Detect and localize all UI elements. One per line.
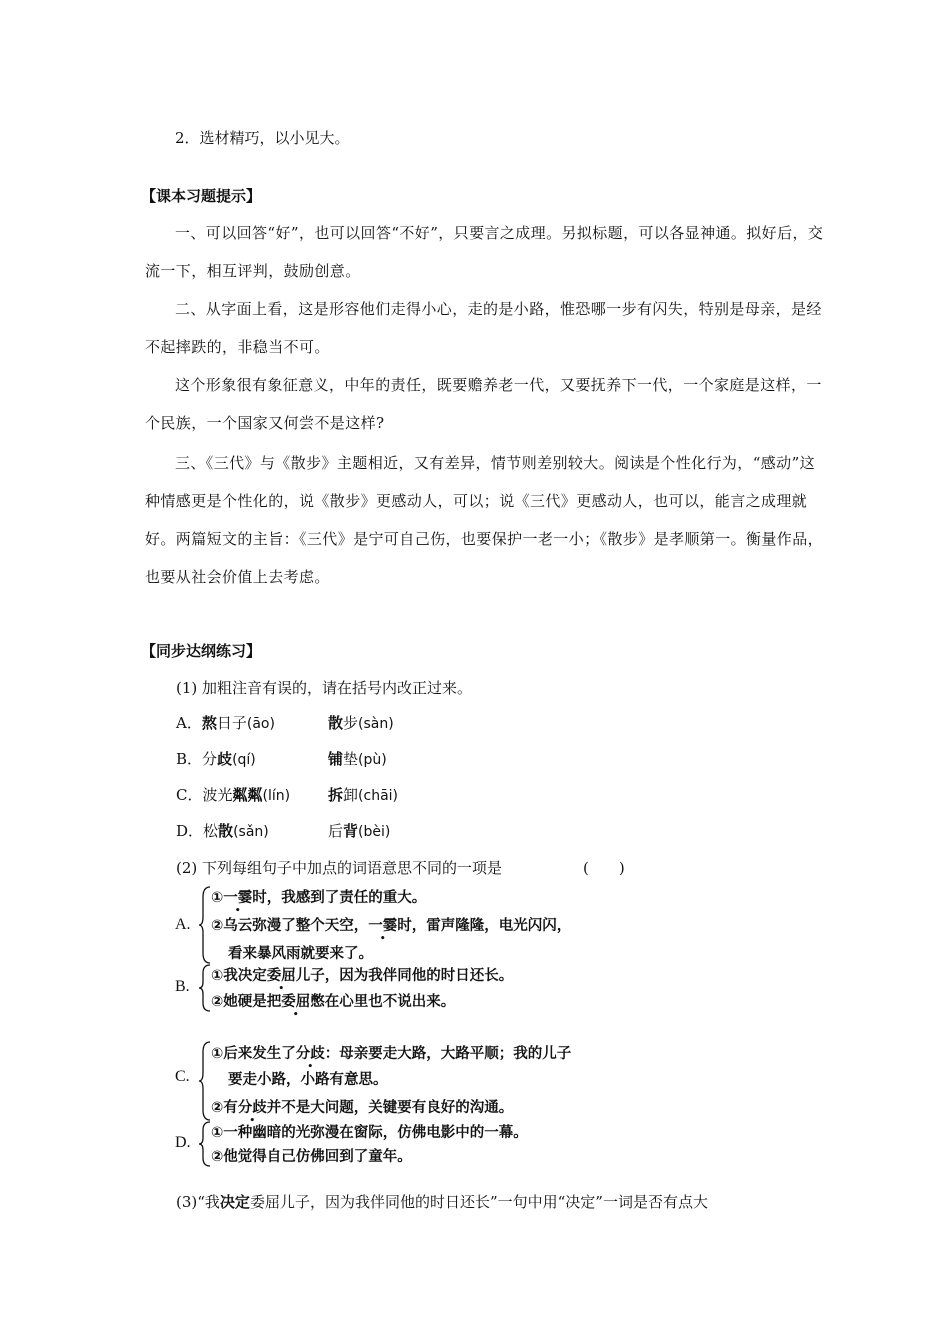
q2-option-d-label: D. [175, 1134, 191, 1151]
q2-a-sentence-1 [211, 886, 426, 907]
sentence-text: ①一种幽暗的光弥漫在窗际， [211, 1125, 398, 1141]
bold-char: 歧 [217, 750, 233, 768]
brace-c [198, 1040, 212, 1122]
q2-option-b-label: B. [175, 978, 190, 995]
pinyin: (lín) [262, 788, 291, 804]
sentence-text: 时，我感到了责任的重大。 [252, 890, 427, 906]
q2-b-sentence-1 [211, 964, 513, 985]
bold-char: 散 [328, 714, 344, 732]
q1-option-a [176, 712, 275, 733]
sentence-text: ①后来发生了 [211, 1046, 296, 1062]
bold-char: 粼粼 [232, 786, 263, 804]
q1-option-a-word2 [328, 712, 394, 733]
dotted-word: 一霎 [223, 890, 253, 906]
brace-d [198, 1120, 212, 1168]
sentence-text: 儿子，因为我伴同他的时日还长。 [295, 968, 514, 984]
q2-c-sentence-1-cont: 要走小路，小路有意思。 [228, 1072, 388, 1088]
sentence-text: ②乌云弥漫了整个天空， [211, 918, 369, 934]
sentence-text: ①我决定 [211, 968, 267, 984]
sentence-text: 憋在心里也不说出来。 [310, 994, 456, 1010]
sentence-text: ②他觉得自己 [211, 1149, 296, 1165]
word-text: 卸 [343, 786, 359, 804]
word-text: 垫 [343, 750, 359, 768]
pinyin: (qí) [232, 752, 256, 768]
q2-c-sentence-1 [211, 1042, 571, 1063]
word-text: 分 [202, 750, 218, 768]
word-text: 后 [328, 822, 344, 840]
bold-char: 拆 [328, 786, 344, 804]
bold-char: 熬 [201, 714, 217, 732]
sentence-text: 电影中的一幕。 [426, 1125, 528, 1141]
q1-option-c-word2 [328, 784, 398, 805]
bold-char: 铺 [328, 750, 344, 768]
sentence-text: 时，雷声隆隆，电光闪闪， [397, 918, 572, 934]
paragraph-symbolism: 这个形象很有象征意义，中年的责任，既要赡养老一代，又要抚养下一代，一个家庭是这样，一个民族，一个国家又何尝不是这样? [145, 376, 822, 432]
question-3-stem [176, 1191, 708, 1212]
brace-a [198, 885, 212, 965]
q2-a-sentence-2-cont: 看来暴风雨就要来了。 [228, 946, 373, 962]
q2-c-sentence-2 [211, 1096, 513, 1117]
word-text: 仿佛 [295, 1149, 325, 1165]
pinyin: (sàn) [358, 716, 394, 732]
q1-option-b-word2 [328, 748, 387, 769]
word-text: 步 [343, 714, 359, 732]
q2-a-sentence-2 [211, 914, 571, 935]
question-2-stem: (2) 下列每组句子中加点的词语意思不同的一项是 [176, 859, 503, 877]
paragraph-answer-1: 一、可以回答“好”，也可以回答“不好”，只要言之成理。另拟标题，可以各显神通。拟好后，交流一下，相互评判，鼓励创意。 [145, 224, 824, 280]
sentence-text: ：母亲要走大路，大路平顺；我的儿子 [324, 1046, 572, 1062]
q1-option-c [176, 784, 290, 805]
q1-option-d [176, 820, 269, 841]
brace-b [198, 963, 212, 1013]
question-text: 委屈儿子，因为我伴同他的时日还长”一句中用“决定”一词是否有点大 [249, 1193, 708, 1211]
q2-d-sentence-1 [211, 1121, 528, 1142]
sentence-text: 并不是大问题，关键要有良好的沟通。 [266, 1100, 514, 1116]
option-label: C． [176, 786, 203, 804]
question-text: (3)“我 [176, 1193, 220, 1211]
dotted-word: 委屈 [266, 968, 296, 984]
word-text: 松 [203, 822, 219, 840]
option-label: A． [176, 714, 202, 732]
option-label: B． [176, 750, 203, 768]
sentence-text: ②有 [211, 1100, 238, 1116]
bold-word: 决定 [219, 1193, 250, 1211]
paragraph-answer-3: 三、《三代》与《散步》主题相近，又有差异，情节则差别较大。阅读是个性化行为，“感动”这种情感更是个性化的，说《散步》更感动人，可以；说《三代》更感动人，也可以，能言之成理就好。两篇短文的主旨：《三代》是宁可自己伤，也要保护一老一小；《散步》是孝顺第一。衡量作品，也要从社会价值上去考虑。 [145, 454, 824, 586]
word-text: 日子 [216, 714, 247, 732]
pinyin: (sǎn) [233, 824, 269, 840]
circled-number: ① [211, 890, 224, 906]
paragraph-answer-2: 二、从字面上看，这是形容他们走得小心，走的是小路，惟恐哪一步有闪失，特别是母亲，是经不起摔跌的，非稳当不可。 [145, 300, 822, 356]
section-heading-practice: 【同步达纲练习】 [141, 642, 262, 660]
bold-char: 散 [218, 822, 234, 840]
option-label: D． [176, 822, 204, 840]
q1-option-d-word2 [328, 820, 390, 841]
sentence-text: ②她硬是把 [211, 994, 282, 1010]
q2-d-sentence-2 [211, 1145, 412, 1166]
sentence-text: 回到了童年。 [324, 1149, 412, 1165]
question-1-stem: (1) 加粗注音有误的，请在括号内改正过来。 [176, 679, 473, 697]
dotted-word: 分歧 [295, 1046, 325, 1062]
q2-b-sentence-2 [211, 990, 455, 1011]
dotted-word: 一霎 [368, 918, 398, 934]
q2-option-c-label: C. [175, 1068, 190, 1085]
word-text: 波光 [202, 786, 233, 804]
pinyin: (āo) [246, 716, 275, 732]
bold-char: 背 [343, 822, 359, 840]
section-heading-textbook-exercises: 【课本习题提示】 [141, 187, 262, 205]
q1-option-b [176, 748, 256, 769]
dotted-word: 分歧 [237, 1100, 267, 1116]
pinyin: (bèi) [358, 824, 391, 840]
q2-option-a-label: A. [175, 916, 191, 933]
list-item-2: 2．选材精巧，以小见大。 [175, 129, 350, 147]
pinyin: (pù) [358, 752, 387, 768]
pinyin: (chāi) [358, 788, 398, 804]
answer-parentheses: ( ) [583, 859, 625, 877]
word-text: 仿佛 [397, 1125, 427, 1141]
dotted-word: 委屈 [281, 994, 311, 1010]
